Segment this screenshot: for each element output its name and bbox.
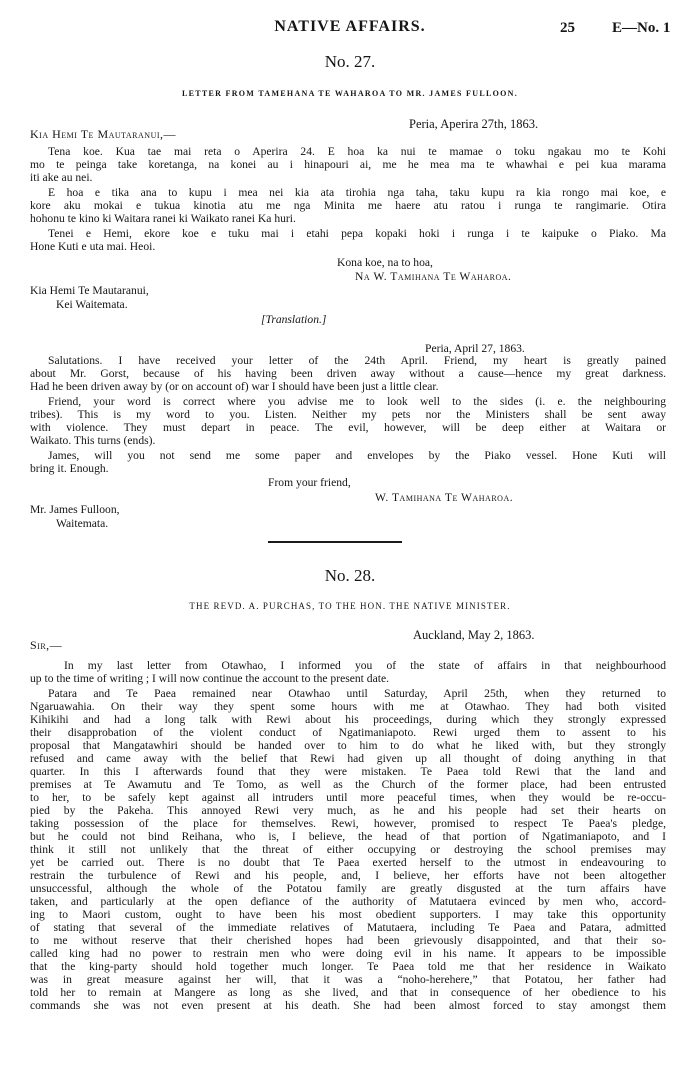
english-line: Had he been driven away by (or on account of) war I should have been just a little clear. (30, 380, 439, 393)
maori-place-date: Peria, Aperira 27th, 1863. (409, 117, 539, 131)
english-place-date: Peria, April 27, 1863. (425, 342, 525, 355)
body-line: proposal that Mangatawhiri should be handed over to him to do what he liked with, but they strongly (30, 739, 666, 752)
body-line: to me without reserve that their cherished hopes had been grievously disappointed, and that their so- (30, 934, 666, 947)
maori-line: Tena koe. Kua tae mai reta o Aperira 24. E hoa ka nui te mamae o toku ngakau mo te Kohi (48, 145, 666, 158)
maori-signature: Na W. Tamihana Te Waharoa. (355, 270, 512, 283)
body-line: refused and came away with the belief that Rewi had given up all thought of doing anything in that (30, 752, 666, 765)
body-line: to her, to be safely kept against all intruders until more peaceful times, when they would be re-occu- (30, 791, 666, 804)
body-line: told her to remain at Mangere as long as she lived, and that in consequence of her obedience to his (30, 986, 666, 999)
running-head-title: NATIVE AFFAIRS. (274, 18, 426, 35)
english-line: tribes). This is my word to you. Listen. Neither my pets nor the Ministers shall be sent away (30, 408, 666, 421)
body-line: but he could not bind Reihana, who is, I believe, the head of that portion of Ngatimaniapoto, and I (30, 830, 666, 843)
maori-line: iti ake au nei. (30, 171, 93, 184)
body-line: ing to Maori custom, ought to have been his most obedient supporters. I may take this opportunity (30, 908, 666, 921)
maori-line: mo te peinga take koretanga, na konei au i hinapouri ai, me he mea ma te whawhai e pei kua marama (30, 158, 666, 171)
body-line: was in great measure against her will, that it was a “noho-herehere,” that Potatou, her father had (30, 973, 666, 986)
body-line: that the king-party should hold together much longer. Te Paea told me that her residence in Waikato (30, 960, 666, 973)
english-line: Salutations. I have received your letter of the 24th April. Friend, my heart is greatly pained (48, 354, 666, 367)
body-line: think it still not unlikely that the threat of either occupying or destroying the school premises may (30, 843, 666, 856)
body-line: commands she was not even present at his death. She had been almost forced to stay amongst them (30, 999, 666, 1012)
body-line: taken, and particularly at the open defiance of the authority of Matutaera evinced by men who, accord- (30, 895, 666, 908)
letter-salutation: Sir,— (30, 638, 63, 652)
body-line: of stating that several of the immediate relatives of Matutaera, including Te Paea and Patara, admitted (30, 921, 666, 934)
body-line: pied by the Pakeha. This annoyed Rewi very much, as he and his people had set their hearts on (30, 804, 666, 817)
english-addressee: Waitemata. (56, 517, 109, 530)
document-caption-28: THE REVD. A. PURCHAS, TO THE HON. THE NATIVE MINISTER. (189, 601, 511, 611)
body-line: quarter. In this I afterwards found that they were mistaken. Te Paea told Rewi that the land and (30, 765, 666, 778)
english-line: Waikato. This turns (ends). (30, 434, 156, 447)
body-line: Patara and Te Paea remained near Otawhao until Saturday, April 25th, when they returned to (48, 687, 666, 700)
body-line: their disapprobation of the violent conduct of Ngatimaniapoto. Rewi urged them to assent to his (30, 726, 666, 739)
maori-line: hohonu te kino ki Waitara ranei ki Waikato ranei Ka huri. (30, 212, 296, 225)
document-caption-27: LETTER FROM TAMEHANA TE WAHAROA TO MR. JAMES FULLOON. (181, 89, 519, 98)
english-line: James, will you not send me some paper and envelopes by the Piako vessel. Hone Kuti will (48, 449, 666, 462)
maori-line: kore aku mokai e tukua kinotia atu me nga Minita me haere atu ratou i runga te rangimarie. Otira (30, 199, 666, 212)
body-line: Ngaruawahia. On their way they spent some hours with me at Otawhao. They had both visited (30, 700, 666, 713)
maori-line: Hone Kuti e uta mai. Heoi. (30, 240, 156, 253)
body-line: unsuccessful, although the whole of the Potatou family are greatly disgusted at the turn affairs have (30, 882, 666, 895)
body-line: taking possession of the place for themselves. Rewi, however, promised to respect Te Paea's pledge, (30, 817, 666, 830)
maori-addressee: Kei Waitemata. (56, 298, 128, 311)
english-line: with violence. They must depart in peace. The evil, however, will be deep either at Waitara or (30, 421, 666, 434)
maori-closing: Kona koe, na to hoa, (337, 256, 433, 269)
maori-salutation: Kia Hemi Te Mautaranui,— (30, 127, 177, 141)
english-addressee: Mr. James Fulloon, (30, 503, 120, 516)
english-signature: W. Tamihana Te Waharoa. (375, 491, 514, 504)
body-line: yet be carried out. There is no doubt that Te Paea exerted herself to the utmost in endeavouring to (30, 856, 666, 869)
body-line: Kihikihi and had a long talk with Rewi about his proceedings, during which they strongly expressed (30, 713, 666, 726)
body-line: In my last letter from Otawhao, I informed you of the state of affairs in that neighbourhood (64, 659, 666, 672)
series-code: E—No. 1 (612, 20, 671, 36)
maori-line: E hoa e tika ana to kupu i mea nei kia ata tirohia nga taha, taku kupu ra kia rongo mai koe, e (48, 186, 666, 199)
english-closing: From your friend, (268, 476, 351, 489)
english-line: about Mr. Gorst, because of his having been driven away without a cause—hence my great darkness. (30, 367, 666, 380)
maori-addressee: Kia Hemi Te Mautaranui, (30, 284, 149, 297)
body-line: up to the time of writing ; I will now continue the account to the present date. (30, 672, 389, 685)
body-line: restrain the turbulence of Rewi and his people, and, I believe, her efforts have not been altogether (30, 869, 666, 882)
page-number: 25 (560, 20, 575, 36)
body-line: premises at Te Awamutu and Te Tomo, as well as the Church of the former place, had been entrusted (30, 778, 666, 791)
maori-line: Tenei e Hemi, ekore koe e tuku mai i etahi pepa kopaki hoki i runga i te kaipuke o Piako. Ma (48, 227, 666, 240)
section-divider (268, 541, 402, 543)
english-line: Friend, your word is correct where you advise me to look well to the sides (i. e. the neighbouring (48, 395, 666, 408)
document-number-28: No. 28. (324, 566, 376, 585)
translation-label: [Translation.] (261, 313, 327, 326)
english-line: bring it. Enough. (30, 462, 109, 475)
body-line: called king had no power to restrain men who were doing evil in his name. It appears to be impossible (30, 947, 666, 960)
document-number-27: No. 27. (324, 52, 376, 71)
letter-place-date: Auckland, May 2, 1863. (413, 628, 535, 642)
